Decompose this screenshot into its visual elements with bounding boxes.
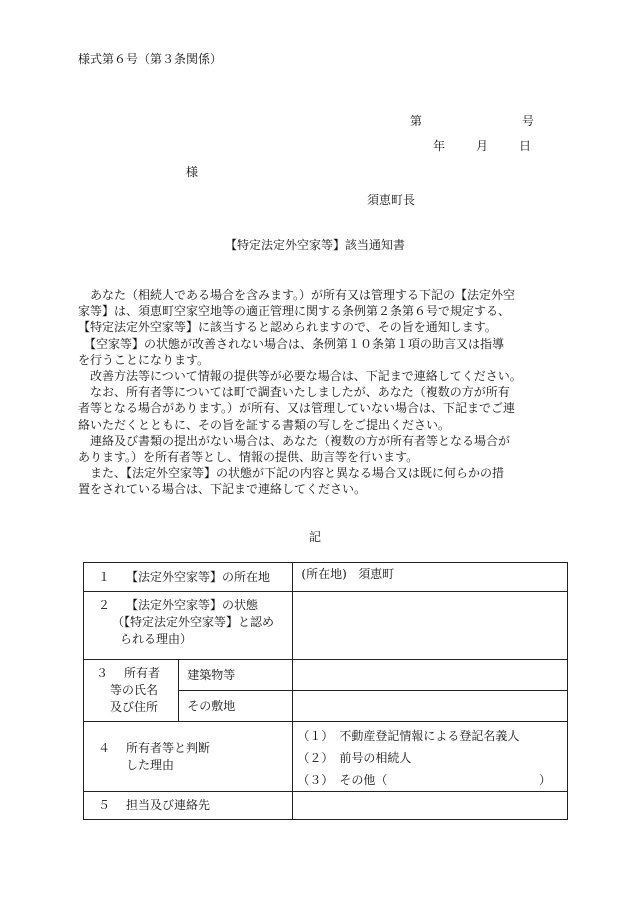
number-prefix: 第 xyxy=(410,114,423,128)
addressee-suffix: 様 xyxy=(186,165,199,179)
location-label xyxy=(84,563,293,592)
issuer: 須恵町長 xyxy=(367,193,416,207)
reason-option-3-close: ） xyxy=(538,773,551,787)
body-line: 絡いただくとともに、その旨を証する書類の写しをご提出ください。 xyxy=(78,417,451,432)
date-line xyxy=(433,137,531,154)
location-label-text: 【法定外空家等】の所在地 xyxy=(126,569,271,584)
reason-option-3-text: （３） その他（ xyxy=(297,773,388,787)
date-day: 日 xyxy=(519,139,532,153)
condition-label xyxy=(84,592,293,660)
number-suffix: 号 xyxy=(521,114,534,128)
body-line: を行うことになります。 xyxy=(78,352,210,367)
body-line: 【空家等】の状態が改善されない場合は、条例第１０条第１項の助言又は指導 xyxy=(78,336,505,351)
table-row xyxy=(84,563,568,592)
condition-sub2: られる理由） xyxy=(120,632,193,646)
reason-label-l1: 所有者等と判断 xyxy=(126,740,211,755)
site-label: その敷地 xyxy=(179,691,293,722)
record-heading: 記 xyxy=(308,530,321,544)
body-line: あります。）を所有者等とし、情報の提供、助言等を行います。 xyxy=(78,450,419,465)
body-line: 置をされている場合は、下記まで連絡してください。 xyxy=(78,482,367,497)
location-value xyxy=(293,563,568,592)
table-row xyxy=(84,592,568,660)
date-year: 年 xyxy=(433,139,446,153)
body-line: 者等となる場合があります。）が所有、又は管理していない場合は、下記までご連 xyxy=(78,401,516,416)
form-number-label: 様式第６号（第３条関係） xyxy=(78,52,223,66)
notice-table xyxy=(83,562,568,820)
site-value xyxy=(293,691,568,722)
document-title: 【特定法定外空家等】該当通知書 xyxy=(224,238,405,252)
condition-label-text: 【法定外空家等】の状態 xyxy=(126,598,259,612)
body-line: また、【法定外空家等】の状態が下記の内容と異なる場合又は既に何らかの措 xyxy=(78,466,505,481)
reason-option-2: （２） 前号の相続人 xyxy=(297,751,412,765)
row-number: ２ xyxy=(98,598,111,612)
row-number: ３ xyxy=(96,666,109,680)
location-town: 須恵町 xyxy=(358,567,395,581)
date-month: 月 xyxy=(476,139,489,153)
body-text xyxy=(78,287,588,498)
body-line: 連絡及び書類の提出がない場合は、あなた（複数の方が所有者等となる場合が xyxy=(78,433,511,448)
table-row xyxy=(84,660,568,691)
building-value xyxy=(293,660,568,691)
row-number: １ xyxy=(98,569,111,584)
owner-label-l3: 及び住所 xyxy=(110,700,159,714)
owner-label-l1: 所有者 xyxy=(124,666,161,680)
building-label: 建築物等 xyxy=(179,660,293,691)
body-line: あなた（相続人である場合を含みます。）が所有又は管理する下記の【法定外空 xyxy=(78,288,516,302)
row-number: ５ xyxy=(98,798,111,812)
condition-value xyxy=(293,592,568,660)
body-line: 家等】は、須恵町空家空地等の適正管理に関する条例第２条第６号で規定する、 xyxy=(78,304,511,319)
contact-label xyxy=(84,792,293,820)
reason-option-1: （１） 不動産登記情報による登記名義人 xyxy=(297,729,520,743)
location-prefix: (所在地) xyxy=(301,567,347,581)
reason-label xyxy=(84,722,293,792)
body-line: 改善方法等について情報の提供等が必要な場合は、下記まで連絡してください。 xyxy=(78,369,522,384)
row-number: ４ xyxy=(98,740,111,755)
condition-sub1: （【特定法定外空家等】と認め xyxy=(112,615,275,629)
body-line: なお、所有者等については町で調査いたしましたが、あなた（複数の方が所有 xyxy=(78,385,510,400)
table-row xyxy=(84,792,568,820)
contact-value xyxy=(293,792,568,820)
owner-label-l2: 等の氏名 xyxy=(110,683,159,697)
reason-options xyxy=(293,722,568,792)
reason-label-l2: した理由 xyxy=(126,757,175,772)
body-line: 【特定法定外空家等】に該当すると認められますので、その旨を通知します。 xyxy=(78,320,497,335)
contact-label-text: 担当及び連絡先 xyxy=(126,798,211,812)
reason-option-3 xyxy=(297,769,567,791)
owner-label xyxy=(84,660,179,722)
table-row xyxy=(84,722,568,792)
